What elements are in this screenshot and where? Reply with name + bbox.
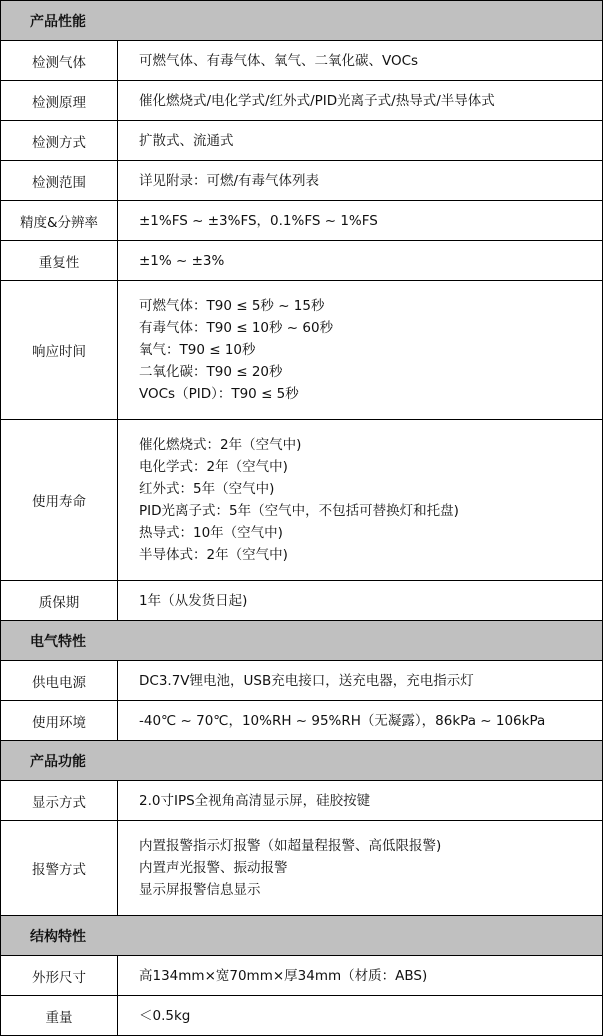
value-line: 可燃气体：T90 ≤ 5秒 ~ 15秒 [139, 298, 325, 314]
section-header: 产品性能 [1, 1, 602, 41]
row-label: 质保期 [1, 581, 118, 620]
value-line: 扩散式、流通式 [139, 132, 234, 149]
value-line: 内置声光报警、振动报警 [139, 860, 288, 876]
value-line: 二氧化碳：T90 ≤ 20秒 [139, 364, 283, 380]
value-line: 显示屏报警信息显示 [139, 882, 261, 898]
table-row [1, 41, 602, 81]
value-line: ±1% ~ ±3% [139, 252, 225, 269]
table-row [1, 661, 602, 701]
row-value [118, 281, 333, 419]
row-label: 使用寿命 [1, 420, 118, 580]
row-value [118, 661, 474, 700]
value-line: 半导体式：2年（空气中) [139, 547, 288, 563]
table-row [1, 701, 602, 741]
row-value [118, 956, 427, 995]
value-line: 2.0寸IPS全视角高清显示屏，硅胶按键 [139, 792, 371, 809]
row-value [118, 581, 247, 620]
row-label: 检测范围 [1, 161, 118, 200]
value-line: 催化燃烧式：2年（空气中) [139, 437, 302, 453]
table-row [1, 281, 602, 420]
value-line: 内置报警指示灯报警（如超量程报警、高低限报警) [139, 838, 442, 854]
table-row [1, 581, 602, 621]
table-row [1, 956, 602, 996]
row-value [118, 121, 234, 160]
row-label: 重复性 [1, 241, 118, 280]
row-label: 响应时间 [1, 281, 118, 419]
row-label: 精度&分辨率 [1, 201, 118, 240]
table-row [1, 821, 602, 916]
row-value [118, 821, 441, 915]
value-line: 热导式：10年（空气中) [139, 525, 283, 541]
row-value [118, 701, 545, 740]
value-line: 红外式：5年（空气中) [139, 481, 275, 497]
row-label: 外形尺寸 [1, 956, 118, 995]
table-row [1, 81, 602, 121]
value-line: PID光离子式：5年（空气中，不包括可替换灯和托盘) [139, 503, 459, 519]
table-row [1, 241, 602, 281]
row-label: 检测方式 [1, 121, 118, 160]
row-value [118, 420, 459, 580]
row-label: 使用环境 [1, 701, 118, 740]
table-row [1, 996, 602, 1036]
row-label: 供电电源 [1, 661, 118, 700]
value-line: 有毒气体：T90 ≤ 10秒 ~ 60秒 [139, 320, 334, 336]
row-value [118, 201, 378, 240]
value-line: 高134mm×宽70mm×厚34mm（材质：ABS) [139, 967, 428, 984]
value-line: -40℃ ~ 70℃，10%RH ~ 95%RH（无凝露），86kPa ~ 106kPa [139, 712, 546, 729]
value-line: 氧气：T90 ≤ 10秒 [139, 342, 256, 358]
row-value [118, 781, 370, 820]
table-row [1, 201, 602, 241]
value-line: 1年（从发货日起) [139, 592, 248, 609]
row-label: 重量 [1, 996, 118, 1035]
section-header: 结构特性 [1, 916, 602, 956]
value-line: 电化学式：2年（空气中) [139, 459, 288, 475]
row-value [118, 81, 495, 120]
value-line: 催化燃烧式/电化学式/红外式/PID光离子式/热导式/半导体式 [139, 92, 495, 109]
table-row [1, 121, 602, 161]
value-line: 详见附录：可燃/有毒气体列表 [139, 172, 320, 189]
row-label: 检测原理 [1, 81, 118, 120]
row-value [118, 161, 319, 200]
value-line: 可燃气体、有毒气体、氧气、二氧化碳、VOCs [139, 52, 419, 69]
section-header: 电气特性 [1, 621, 602, 661]
value-line: ＜0.5kg [139, 1007, 191, 1024]
section-header: 产品功能 [1, 741, 602, 781]
row-label: 显示方式 [1, 781, 118, 820]
row-label: 报警方式 [1, 821, 118, 915]
row-value [118, 996, 190, 1035]
row-value [118, 241, 224, 280]
table-row [1, 161, 602, 201]
value-line: ±1%FS ~ ±3%FS，0.1%FS ~ 1%FS [139, 212, 378, 229]
value-line: DC3.7V锂电池，USB充电接口，送充电器，充电指示灯 [139, 672, 474, 689]
row-value [118, 41, 418, 80]
row-label: 检测气体 [1, 41, 118, 80]
value-line: VOCs（PID）：T90 ≤ 5秒 [139, 386, 299, 402]
table-row [1, 420, 602, 581]
table-row [1, 781, 602, 821]
